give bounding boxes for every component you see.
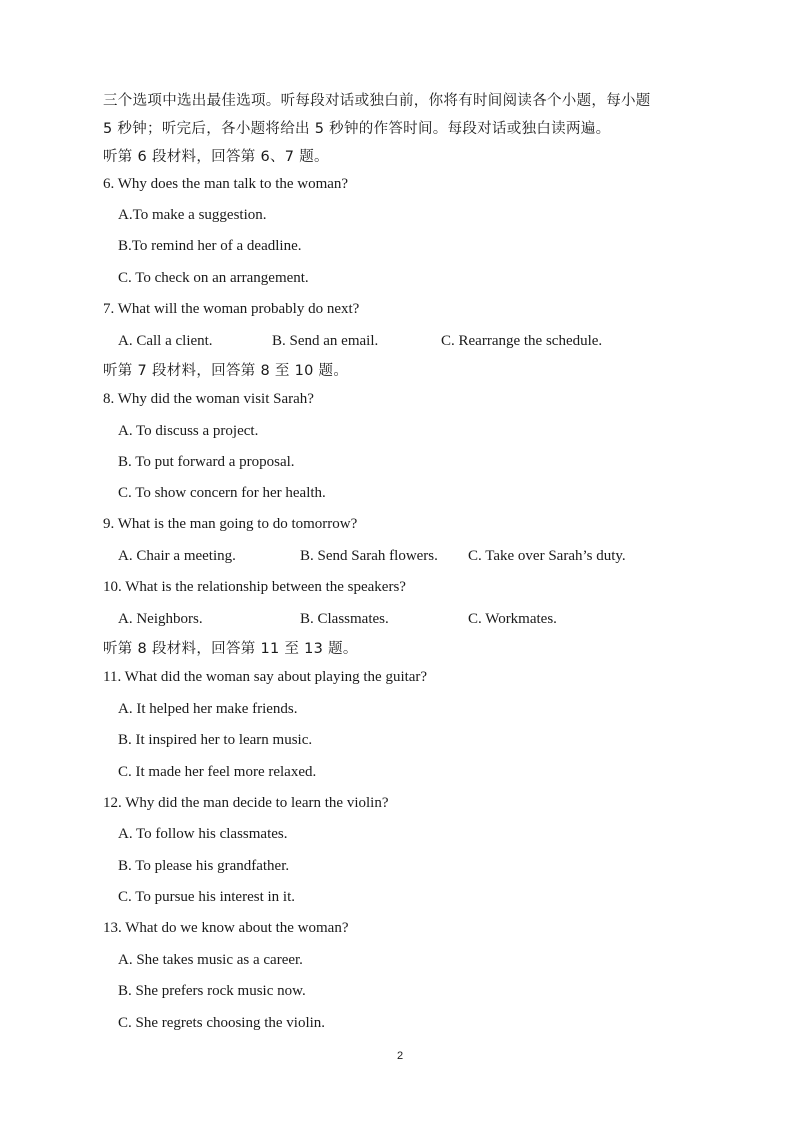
question-9-option-c: C. Take over Sarah’s duty. <box>468 548 626 564</box>
question-7-stem: 7. What will the woman probably do next? <box>103 301 360 317</box>
section-header-8: 听第 8 段材料，回答第 11 至 13 题。 <box>103 641 358 657</box>
question-6-option-a: A.To make a suggestion. <box>118 207 267 223</box>
question-13-option-c: C. She regrets choosing the violin. <box>118 1015 326 1031</box>
page-number: 2 <box>396 1050 404 1062</box>
question-13-stem: 13. What do we know about the woman? <box>103 920 349 936</box>
intro-line-1: 三个选项中选出最佳选项。听每段对话或独白前，你将有时间阅读各个小题，每小题 <box>103 93 651 109</box>
question-7-option-c: C. Rearrange the schedule. <box>441 333 603 349</box>
question-12-option-c: C. To pursue his interest in it. <box>118 889 295 905</box>
question-10-stem: 10. What is the relationship between the speakers? <box>103 579 406 595</box>
question-8-option-c: C. To show concern for her health. <box>118 485 326 501</box>
question-10-option-c: C. Workmates. <box>468 611 557 627</box>
question-9-stem: 9. What is the man going to do tomorrow? <box>103 516 358 532</box>
section-header-7: 听第 7 段材料，回答第 8 至 10 题。 <box>103 363 349 379</box>
question-10-option-b: B. Classmates. <box>300 611 389 627</box>
question-7-option-b: B. Send an email. <box>272 333 379 349</box>
question-7-option-a: A. Call a client. <box>118 333 213 349</box>
question-6-option-b: B.To remind her of a deadline. <box>118 238 302 254</box>
question-12-stem: 12. Why did the man decide to learn the violin? <box>103 795 389 811</box>
section-header-6: 听第 6 段材料，回答第 6、7 题。 <box>103 149 329 165</box>
question-11-option-b: B. It inspired her to learn music. <box>118 732 313 748</box>
question-8-option-a: A. To discuss a project. <box>118 423 259 439</box>
question-6-option-c: C. To check on an arrangement. <box>118 270 309 286</box>
question-11-option-a: A. It helped her make friends. <box>118 701 298 717</box>
question-6-stem: 6. Why does the man talk to the woman? <box>103 176 349 192</box>
question-8-option-b: B. To put forward a proposal. <box>118 454 295 470</box>
question-9-option-a: A. Chair a meeting. <box>118 548 236 564</box>
question-12-option-a: A. To follow his classmates. <box>118 826 288 842</box>
question-8-stem: 8. Why did the woman visit Sarah? <box>103 391 314 407</box>
intro-line-2: 5 秒钟；听完后，各小题将给出 5 秒钟的作答时间。每段对话或独白读两遍。 <box>103 121 611 137</box>
question-10-option-a: A. Neighbors. <box>118 611 203 627</box>
question-11-stem: 11. What did the woman say about playing the guitar? <box>103 669 428 685</box>
question-12-option-b: B. To please his grandfather. <box>118 858 290 874</box>
question-9-option-b: B. Send Sarah flowers. <box>300 548 438 564</box>
question-13-option-b: B. She prefers rock music now. <box>118 983 306 999</box>
question-11-option-c: C. It made her feel more relaxed. <box>118 764 317 780</box>
question-13-option-a: A. She takes music as a career. <box>118 952 303 968</box>
